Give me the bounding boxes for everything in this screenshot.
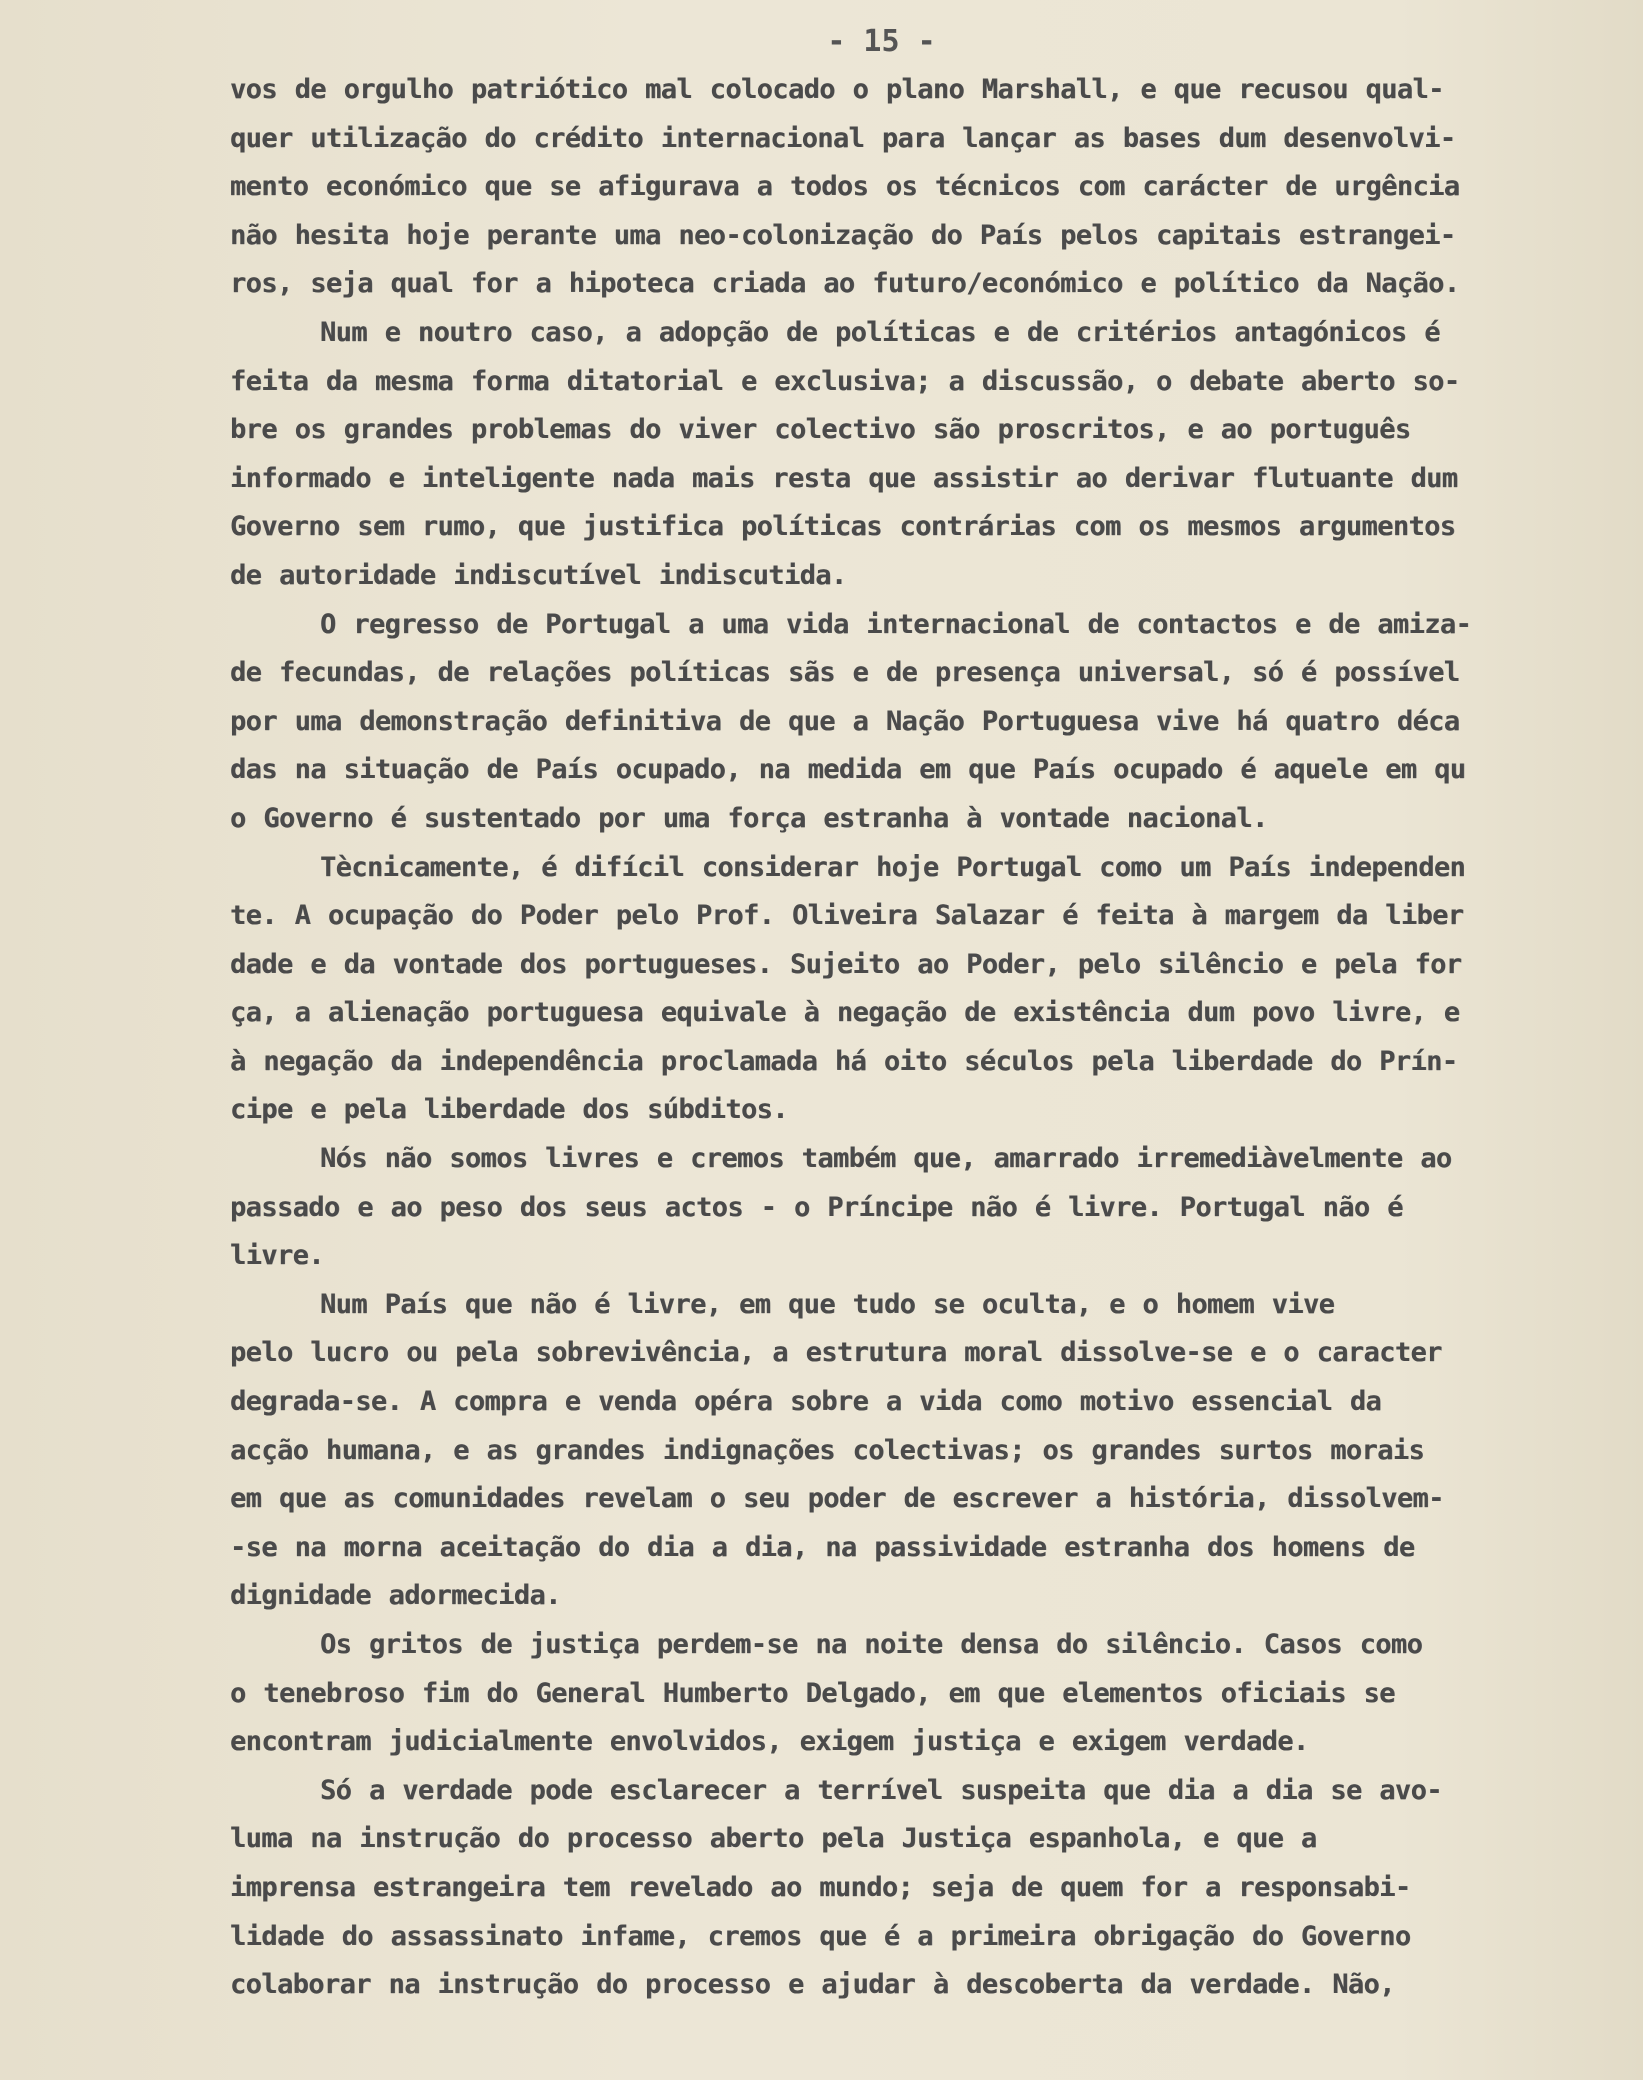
text-line: de fecundas, de relações políticas sãs e de presença universal, só é possível — [230, 657, 1460, 689]
text-line: quer utilização do crédito internacional para lançar as bases dum desenvolvi- — [230, 122, 1456, 154]
text-line: Governo sem rumo, que justifica políticas contrárias com os mesmos argumentos — [230, 511, 1456, 543]
text-line: não hesita hoje perante uma neo-colonização do País pelos capitais estrangei- — [230, 219, 1456, 251]
paragraph-6 — [230, 1281, 1573, 1621]
paragraph-8 — [230, 1767, 1573, 2010]
text-line: Num País que não é livre, em que tudo se oculta, e o homem vive — [320, 1288, 1335, 1320]
text-line: o tenebroso fim do General Humberto Delgado, em que elementos oficiais se — [230, 1677, 1395, 1709]
text-line: encontram judicialmente envolvidos, exigem justiça e exigem verdade. — [230, 1726, 1309, 1758]
paragraph-3 — [230, 601, 1573, 844]
text-line: de autoridade indiscutível indiscutida. — [230, 559, 847, 591]
text-line: luma na instrução do processo aberto pela Justiça espanhola, e que a — [230, 1823, 1317, 1855]
page-number: - 15 - — [827, 24, 936, 59]
text-line: colaborar na instrução do processo e ajudar à descoberta da verdade. Não, — [230, 1969, 1395, 2001]
text-line: acção humana, e as grandes indignações colectivas; os grandes surtos morais — [230, 1434, 1425, 1466]
document-body — [230, 66, 1573, 2010]
text-line: lidade do assassinato infame, cremos que é a primeira obrigação do Governo — [230, 1920, 1411, 1952]
text-line: ros, seja qual for a hipoteca criada ao futuro/económico e político da Nação. — [230, 268, 1460, 300]
text-line: Nós não somos livres e cremos também que, amarrado irremediàvelmente ao — [320, 1143, 1452, 1175]
text-line: informado e inteligente nada mais resta que assistir ao derivar flutuante dum — [230, 462, 1458, 494]
text-line: Os gritos de justiça perdem-se na noite densa do silêncio. Casos como — [320, 1629, 1423, 1660]
text-line: O regresso de Portugal a uma vida internacional de contactos e de amiza- — [320, 608, 1472, 640]
text-line: das na situação de País ocupado, na medida em que País ocupado é aquele em qu — [230, 754, 1466, 786]
text-line: por uma demonstração definitiva de que a Nação Portuguesa vive há quatro déca — [230, 705, 1460, 737]
text-line: em que as comunidades revelam o seu poder de escrever a história, dissolvem- — [230, 1483, 1444, 1515]
text-line: à negação da independência proclamada há oito séculos pela liberdade do Prín- — [230, 1045, 1458, 1077]
paragraph-1 — [230, 66, 1573, 309]
text-line: te. A ocupação do Poder pelo Prof. Oliveira Salazar é feita à margem da liber — [230, 900, 1464, 932]
text-line: vos de orgulho patriótico mal colocado o plano Marshall, e que recusou qual- — [230, 74, 1444, 105]
text-line: imprensa estrangeira tem revelado ao mundo; seja de quem for a responsabi- — [230, 1871, 1411, 1903]
text-line: mento económico que se afigurava a todos os técnicos com carácter de urgência — [230, 171, 1460, 203]
text-line: ça, a alienação portuguesa equivale à negação de existência dum povo livre, e — [230, 997, 1460, 1029]
text-line: degrada-se. A compra e venda opéra sobre a vida como motivo essencial da — [230, 1386, 1382, 1418]
text-line: feita da mesma forma ditatorial e exclusiva; a discussão, o debate aberto so- — [230, 365, 1460, 397]
text-line: bre os grandes problemas do viver colectivo são proscritos, e ao português — [230, 414, 1411, 446]
text-line: dignidade adormecida. — [230, 1580, 561, 1612]
paragraph-2 — [230, 309, 1573, 601]
text-line: Num e noutro caso, a adopção de políticas e de critérios antagónicos é — [320, 316, 1440, 348]
text-line: Tècnicamente, é difícil considerar hoje Portugal como um País independen — [320, 851, 1466, 883]
paragraph-4 — [230, 844, 1573, 1136]
text-line: pelo lucro ou pela sobrevivência, a estrutura moral dissolve-se e o caracter — [230, 1337, 1442, 1369]
text-line: -se na morna aceitação do dia a dia, na passividade estranha dos homens de — [230, 1531, 1415, 1563]
text-line: passado e ao peso dos seus actos - o Príncipe não é livre. Portugal não é — [230, 1191, 1403, 1223]
text-line: dade e da vontade dos portugueses. Sujeito ao Poder, pelo silêncio e pela for — [230, 948, 1462, 980]
paragraph-5 — [230, 1135, 1573, 1281]
paragraph-7 — [230, 1621, 1573, 1767]
text-line: cipe e pela liberdade dos súbditos. — [230, 1094, 788, 1126]
text-line: Só a verdade pode esclarecer a terrível suspeita que dia a dia se avo- — [320, 1774, 1442, 1806]
text-line: o Governo é sustentado por uma força estranha à vontade nacional. — [230, 802, 1268, 834]
text-line: livre. — [230, 1240, 324, 1272]
